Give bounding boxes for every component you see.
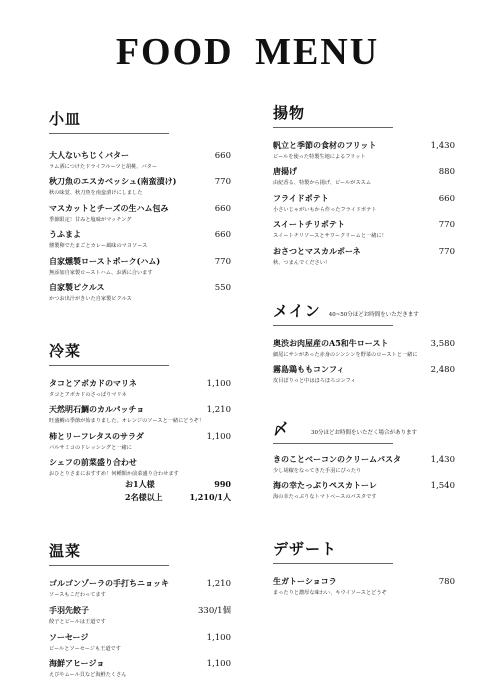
section-agemono xyxy=(273,102,455,272)
sub-price-value: 1,210/1人 xyxy=(189,492,231,503)
section-main xyxy=(273,300,455,391)
item-description: 小さいじゃがいもから作ったフライドポテト xyxy=(273,206,377,213)
item-price: 880 xyxy=(438,167,455,178)
menu-title: FOOD MENU xyxy=(115,31,380,73)
section-title: 小皿 xyxy=(49,110,82,128)
menu-item xyxy=(49,578,231,598)
menu-item xyxy=(49,203,231,223)
sub-price-label: お1人様 xyxy=(125,479,155,490)
menu-item xyxy=(273,193,455,213)
item-price: 1,210 xyxy=(206,579,231,589)
item-name: 奥渋お肉屋産のA5和牛ロースト xyxy=(273,338,389,348)
item-price: 1,100 xyxy=(206,659,231,670)
section-onsai xyxy=(49,540,231,685)
section-note: 40~50分ほどお時間をいただきます xyxy=(328,312,419,318)
item-name: 霧島鶏ももコンフィ xyxy=(273,364,345,375)
item-description: 由紀香る、特製から揚げ、ビールがススム xyxy=(273,180,372,187)
menu-item xyxy=(49,282,231,302)
section-divider xyxy=(273,127,393,128)
section-title: 揚物 xyxy=(273,104,306,122)
item-name: 柿とリーフレタスのサラダ xyxy=(49,430,144,441)
menu-item xyxy=(273,219,455,239)
item-description: 旺盛鯛の季節が始まりました。オレンジのソースと一緒にどうぞ！ xyxy=(49,418,205,425)
menu-item xyxy=(49,256,231,276)
item-description: 餃子とビールは王道です xyxy=(49,619,106,626)
item-price: 1,100 xyxy=(206,379,231,389)
menu-item xyxy=(49,658,231,678)
item-description: おひとりさまにおすすめ！何種類か前菜盛り合わせます xyxy=(49,471,179,478)
item-name: シェフの前菜盛り合わせ xyxy=(49,457,137,468)
item-name: 秋刀魚のエスカベッシュ(南蛮漬け) xyxy=(49,176,177,187)
item-description: ソースもこだわってます xyxy=(49,592,106,598)
section-dessert xyxy=(273,538,455,602)
item-price: 330/1個 xyxy=(198,606,231,617)
section-divider xyxy=(49,565,169,566)
item-name: タコとアボカドのマリネ xyxy=(49,378,137,388)
menu-item xyxy=(273,480,455,500)
item-price: 660 xyxy=(214,203,231,214)
menu-item xyxy=(273,338,455,358)
menu-item xyxy=(49,457,231,503)
item-price: 1,430 xyxy=(430,141,455,151)
section-title: 冷菜 xyxy=(49,342,82,360)
item-description: かつお出汁がきいた自家製ピクルス xyxy=(49,295,132,302)
menu-item xyxy=(273,140,455,160)
item-price: 3,580 xyxy=(430,339,455,349)
sub-price-value: 990 xyxy=(214,479,231,490)
item-price: 1,210 xyxy=(206,405,231,416)
item-name: おさつとマスカルポーネ xyxy=(273,245,361,256)
item-name: 唐揚げ xyxy=(273,166,297,177)
menu-item xyxy=(49,378,231,398)
item-description: 無添加自家製ローストハム、お酒に合います xyxy=(49,269,153,276)
item-price: 660 xyxy=(214,151,231,161)
item-description: 秋、つまんでください！ xyxy=(273,259,331,266)
menu-item xyxy=(49,176,231,196)
item-description: まったりと濃厚な味わい、キウイソースとどうぞ xyxy=(273,590,387,596)
item-description: えびやムール貝など海鮮たくさん xyxy=(49,672,127,679)
section-note: 30分ほどお時間をいただく場合があります xyxy=(311,430,418,436)
item-description: スイートチリソースとサワークリームと一緒に！ xyxy=(273,233,387,240)
section-title: デザート xyxy=(273,540,338,558)
item-name: マスカットとチーズの生ハム包み xyxy=(49,202,169,213)
item-description: 燻製卵でたまごとカレー風味のマヨソース xyxy=(49,243,148,250)
item-description: 皮目ぱりっと中はほろほろコンフィ xyxy=(273,378,356,385)
menu-item xyxy=(273,576,455,596)
item-name: 自家燻製ローストポーク(ハム) xyxy=(49,255,161,266)
menu-item xyxy=(49,431,231,451)
item-price: 550 xyxy=(214,282,231,293)
menu-item xyxy=(49,404,231,424)
item-name: 生ガトーショコラ xyxy=(273,576,337,586)
item-price: 2,480 xyxy=(430,365,455,376)
section-divider xyxy=(49,133,169,134)
item-description: バルサミコのドレッシングと一緒に xyxy=(49,444,132,451)
section-title: 温菜 xyxy=(49,542,82,560)
section-kozara xyxy=(49,108,231,308)
item-name: フライドポテト xyxy=(273,192,329,203)
item-price: 780 xyxy=(438,577,455,587)
item-name: 海鮮アヒージョ xyxy=(49,658,105,669)
section-divider xyxy=(273,563,393,564)
item-price: 660 xyxy=(214,230,231,241)
item-price: 1,540 xyxy=(430,481,455,492)
item-price: 1,100 xyxy=(206,632,231,643)
item-name: きのことベーコンのクリームパスタ xyxy=(273,454,401,464)
item-description: 少し胡椒をなってきた手羽にぴったり xyxy=(273,468,362,474)
item-price: 770 xyxy=(214,177,231,188)
section-divider xyxy=(273,443,393,444)
section-divider xyxy=(273,325,393,326)
section-shime xyxy=(273,418,455,507)
item-description: ビールを使った特製生地によるフリット xyxy=(273,154,366,160)
menu-item xyxy=(49,150,231,170)
item-price: 770 xyxy=(214,256,231,267)
item-description: 細尾にサシがあった赤身のシンシンを野菜のローストと一緒に xyxy=(273,352,418,358)
item-name: ゴルゴンゾーラの手打ちニョッキ xyxy=(49,578,169,588)
item-name: うふまよ xyxy=(49,229,81,240)
item-name: 大人ないちじくバター xyxy=(49,150,129,160)
item-price: 770 xyxy=(438,220,455,231)
item-price: 1,100 xyxy=(206,431,231,442)
item-name: 自家製ピクルス xyxy=(49,281,105,292)
sub-price-row xyxy=(49,492,231,503)
sub-price-label: 2名様以上 xyxy=(125,492,163,503)
menu-item xyxy=(49,604,231,625)
menu-item xyxy=(273,166,455,186)
section-reisai xyxy=(49,340,231,510)
item-description: ビールとソーセージも王道です xyxy=(49,645,121,652)
menu-item xyxy=(49,229,231,249)
menu-item xyxy=(273,454,455,474)
item-name: 天然明石鯛のカルパッチョ xyxy=(49,404,145,415)
item-name: 手羽先餃子 xyxy=(49,605,89,616)
item-description: 季節限定！甘みと塩味がマッチング xyxy=(49,216,132,223)
item-name: 海の幸たっぷりペスカトーレ xyxy=(273,480,377,491)
menu-item xyxy=(273,364,455,384)
item-description: ラム酒につけたドライフルーツと胡桃、バター xyxy=(49,164,158,170)
menu-item xyxy=(49,632,231,652)
item-description: 海の幸たっぷりなトマトベースのパスタです xyxy=(273,494,377,501)
item-description: タコとアボカドのさっぱりマリネ xyxy=(49,392,127,398)
item-name: スイートチリポテト xyxy=(273,219,345,230)
item-price: 770 xyxy=(438,246,455,257)
menu-item xyxy=(273,246,455,266)
item-name: 帆立と季節の食材のフリット xyxy=(273,140,377,150)
item-name: ソーセージ xyxy=(49,631,89,642)
item-price: 660 xyxy=(438,193,455,204)
section-divider xyxy=(49,365,169,366)
item-price: 1,430 xyxy=(430,455,455,465)
section-title: 〆 xyxy=(273,420,290,438)
sub-price-row xyxy=(49,479,231,490)
item-description: 秋の味覚、秋刀魚を南蛮漬けにしました xyxy=(49,190,143,197)
section-title: メイン xyxy=(273,302,321,320)
